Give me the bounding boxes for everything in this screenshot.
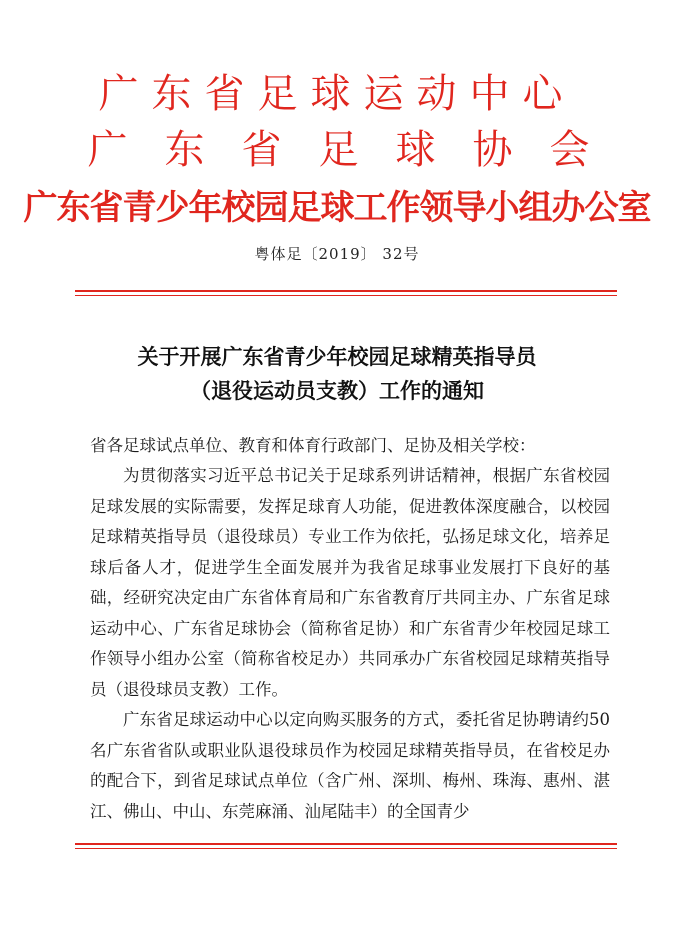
addressee: 省各足球试点单位、教育和体育行政部门、足协及相关学校： [90, 436, 536, 455]
footer-divider-thin [75, 848, 617, 849]
notice-title [0, 340, 674, 408]
notice-title-line-1: 关于开展广东省青少年校园足球精英指导员 [137, 344, 537, 369]
body-paragraph-2: 广东省足球运动中心以定向购买服务的方式，委托省足协聘请约50名广东省省队或职业队退役球员作为校园足球精英指导员，在省校足办的配合下，到省足球试点单位（含广州、深圳、梅州、珠海、惠州、湛江、佛山、中山、东莞麻涌、汕尾陆丰）的全国青少 [90, 710, 610, 821]
body-paragraph-1: 为贯彻落实习近平总书记关于足球系列讲话精神，根据广东省校园足球发展的实际需要，发挥足球育人功能，促进教体深度融合，以校园足球精英指导员（退役球员）专业工作为依托，弘扬足球文化，培养足球后备人才，促进学生全面发展并为我省足球事业发展打下良好的基础，经研究决定由广东省体育局和广东省教育厅共同主办、广东省足球运动中心、广东省足球协会（简称省足协）和广东省青少年校园足球工作领导小组办公室（简称省校足办）共同承办广东省校园足球精英指导员（退役球员支教）工作。 [90, 466, 610, 699]
header-divider-thin [75, 295, 617, 296]
header-divider [75, 290, 617, 292]
notice-title-line-2: （退役运动员支教）工作的通知 [190, 378, 484, 403]
document-number: 粤体足〔2019〕 32号 [254, 245, 420, 263]
issuer-line-campus-football-office: 广东省青少年校园足球工作领导小组办公室 [23, 188, 651, 228]
issuer-line-football-association: 广东省足球协会 [87, 127, 627, 173]
issuer-line-sports-center: 广东省足球运动中心 [98, 71, 576, 117]
footer-divider [75, 843, 617, 845]
